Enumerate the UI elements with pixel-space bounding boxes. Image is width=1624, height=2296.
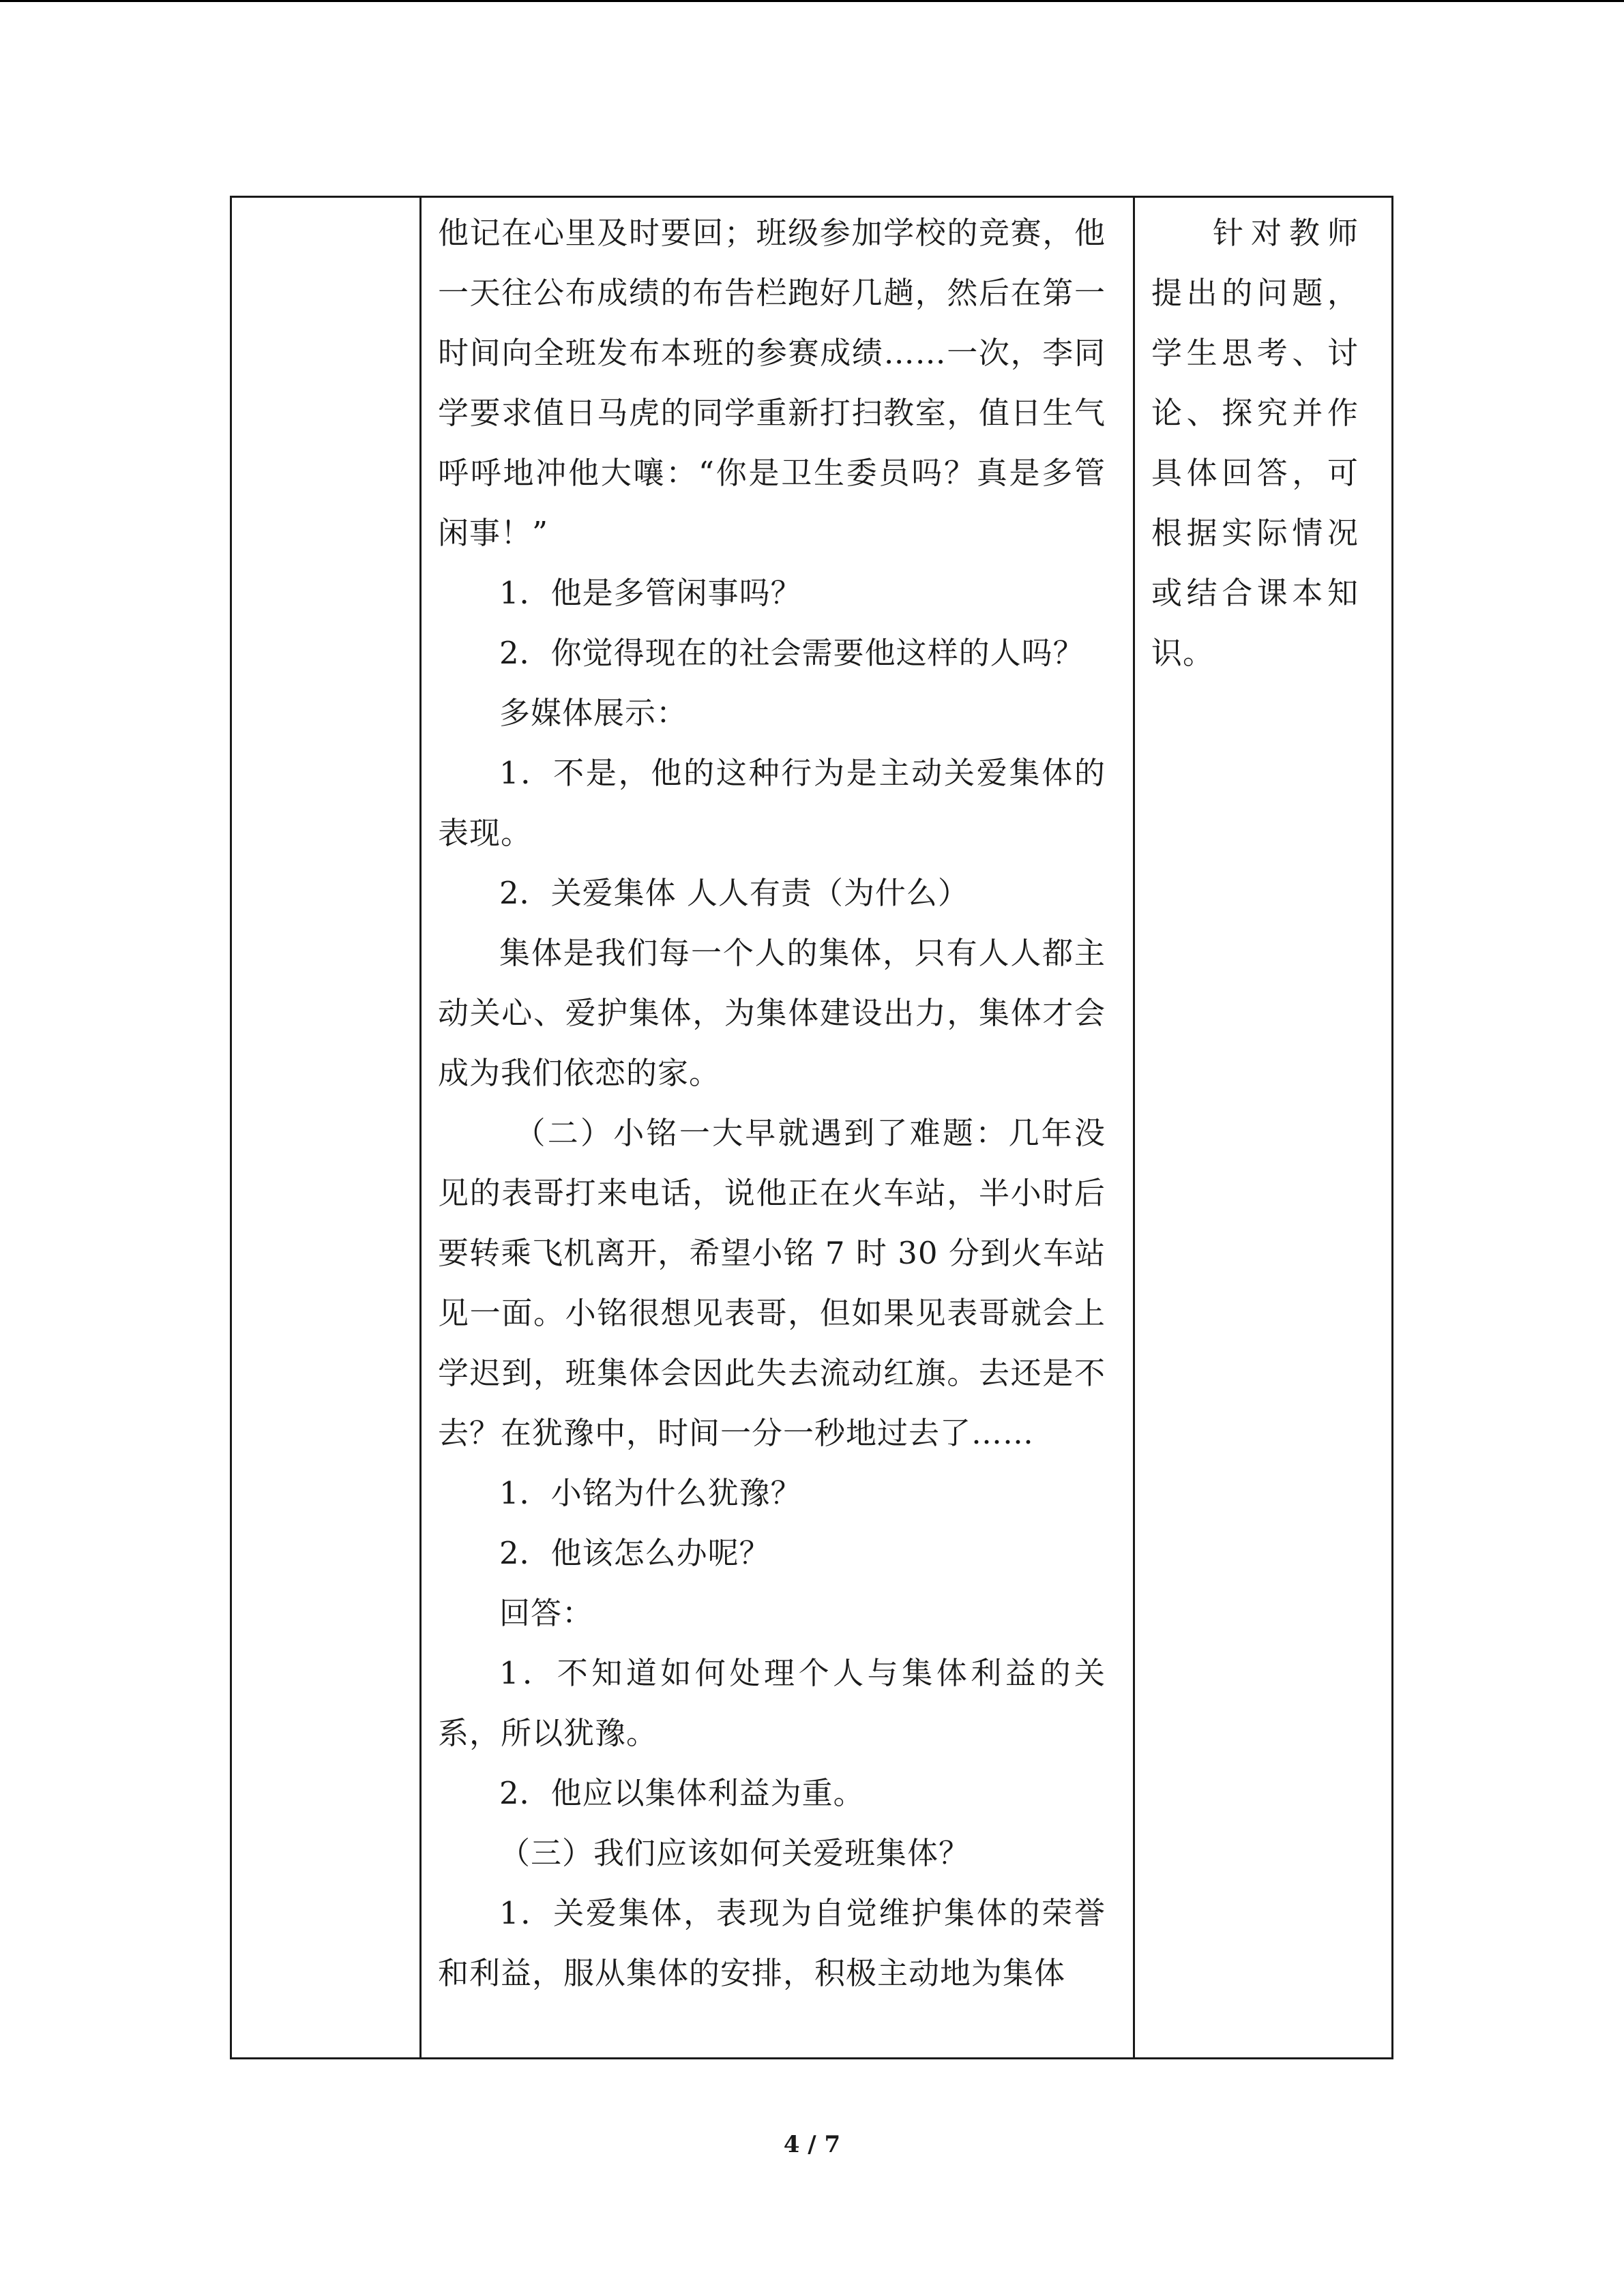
answer-item: 1．关爱集体，表现为自觉维护集体的荣誉和利益，服从集体的安排，积极主动地为集体: [438, 1895, 1106, 1991]
answer-item: 1．不是，他的这种行为是主动关爱集体的表现。: [438, 755, 1106, 851]
question-item: 2．你觉得现在的社会需要他这样的人吗？: [499, 635, 1084, 671]
question-item: 2．他该怎么办呢？: [499, 1535, 771, 1571]
lesson-plan-table: [230, 196, 1393, 2059]
answer-item: 1．不知道如何处理个人与集体利益的关系，所以犹豫。: [438, 1655, 1106, 1751]
question-item: 1．他是多管闲事吗？: [499, 575, 802, 611]
answer-item: 2．他应以集体利益为重。: [499, 1775, 865, 1811]
section-label: 回答：: [499, 1595, 594, 1631]
table-main-column: [422, 198, 1135, 2057]
table-left-column: [232, 198, 422, 2057]
table-right-column: [1135, 198, 1391, 2057]
answer-item: 2．关爱集体 人人有责（为什么）: [499, 875, 969, 911]
page-number: 4 / 7: [783, 2131, 841, 2158]
question-item: 1．小铭为什么犹豫？: [499, 1475, 802, 1511]
student-activity-note: 针对教师提出的问题，学生思考、讨论、探究并作具体回答，可根据实际情况或结合课本知识。: [1151, 215, 1359, 671]
case-paragraph: （二）小铭一大早就遇到了难题：几年没见的表哥打来电话，说他正在火车站，半小时后要转乘飞机离开，希望小铭 7 时 30 分到火车站见一面。小铭很想见表哥，但如果见表哥就会上学迟到，班集体会因此失去流动红旗。去还是不去？在犹豫中，时间一分一秒地过去了……: [438, 1115, 1106, 1451]
section-label: 多媒体展示：: [499, 695, 688, 731]
top-border-line: [0, 0, 1624, 2]
main-paragraph: 集体是我们每一个人的集体，只有人人都主动关心、爱护集体，为集体建设出力，集体才会成为我们依恋的家。: [438, 935, 1106, 1091]
main-paragraph: 他记在心里及时要回；班级参加学校的竞赛，他一天往公布成绩的布告栏跑好几趟，然后在第一时间向全班发布本班的参赛成绩……一次，李同学要求值日马虎的同学重新打扫教室，值日生气呼呼地冲他大嚷：“你是卫生委员吗？真是多管闲事！”: [438, 215, 1106, 551]
section-heading: （三）我们应该如何关爱班集体？: [499, 1835, 971, 1871]
